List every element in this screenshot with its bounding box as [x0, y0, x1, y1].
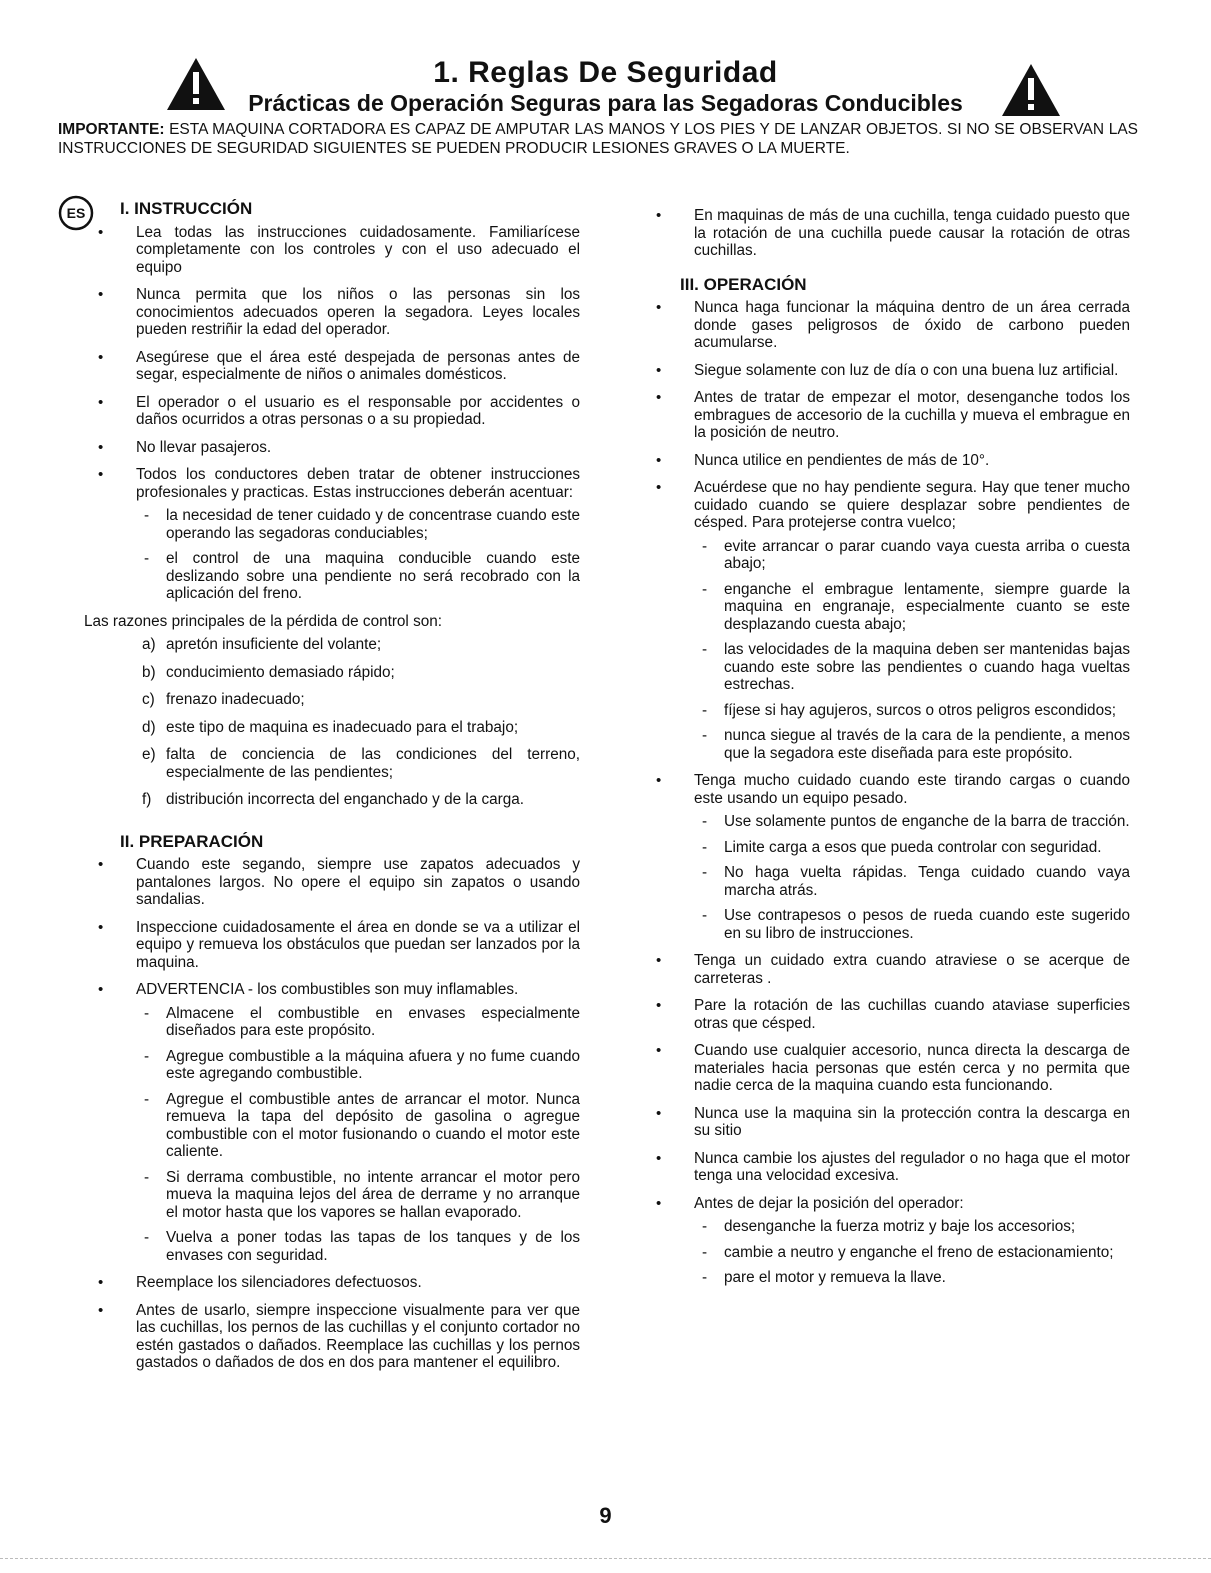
- reason-item: [96, 664, 580, 682]
- dash-mark: -: [702, 701, 708, 719]
- bullet-mark: •: [656, 772, 662, 789]
- bullet-mark: •: [656, 1149, 662, 1167]
- sub-list-item: [694, 1218, 1130, 1236]
- bullet-mark: •: [656, 361, 662, 379]
- bullet-mark: •: [656, 479, 662, 496]
- list-item: [654, 1105, 1130, 1140]
- reason-item: [96, 719, 580, 737]
- sub-list-item-text: Agregue combustible a la máquina afuera y no fume cuando este agregando combustible.: [166, 1047, 580, 1082]
- sub-list-item: [694, 813, 1130, 831]
- dash-mark: -: [702, 727, 708, 744]
- sub-list-item: [694, 727, 1130, 762]
- list-item: [654, 997, 1130, 1032]
- dash-mark: -: [702, 537, 708, 555]
- list-item-text: Cuando este segando, siempre use zapatos adecuados y pantalones largos. No opere el equipo sin zapatos o usando sandalias.: [136, 856, 580, 908]
- dash-mark: -: [702, 907, 708, 924]
- page-title: 1. Reglas De Seguridad: [433, 56, 778, 89]
- bullet-mark: •: [656, 207, 662, 224]
- sub-list-item: [694, 864, 1130, 899]
- page-subtitle: Prácticas de Operación Seguras para las Segadoras Conducibles: [248, 90, 963, 116]
- list-item: [654, 299, 1130, 352]
- list-item-text: Nunca utilice en pendientes de más de 10°.: [694, 451, 990, 469]
- important-lead: IMPORTANTE:: [58, 121, 165, 138]
- list-item: [654, 389, 1130, 442]
- bullet-mark: •: [98, 223, 104, 241]
- sub-list-item-text: Use solamente puntos de enganche de la barra de tracción.: [724, 813, 1130, 830]
- dash-mark: -: [702, 641, 708, 658]
- sub-list-item-text: Vuelva a poner todas las tapas de los tanques y de los envases con seguridad.: [166, 1229, 580, 1264]
- es-badge-label: ES: [66, 205, 86, 221]
- list-item: [96, 856, 580, 909]
- sub-list-item: [694, 641, 1130, 694]
- bullet-mark: •: [656, 389, 662, 406]
- sub-list-item: [694, 581, 1130, 634]
- list-item: [96, 349, 580, 384]
- list-item-text: Antes de dejar la posición del operador:: [694, 1194, 964, 1212]
- list-item-text: Tenga un cuidado extra cuando atraviese o se acerque de carreteras .: [694, 952, 1130, 987]
- list-item-text: Siegue solamente con luz de día o con una buena luz artificial.: [694, 361, 1119, 379]
- list-item: [96, 1302, 580, 1372]
- bullet-mark: •: [98, 393, 104, 411]
- sub-list-item-text: Almacene el combustible en envases especialmente diseñados para este propósito.: [166, 1004, 580, 1039]
- list-item-text: Cuando use cualquier accesorio, nunca directa la descarga de materiales hacia personas que estén cerca y no permita que nadie cerca de la maquina cuando esta funcionando.: [694, 1042, 1130, 1094]
- reason-item: [96, 791, 580, 809]
- slope-sublist: [694, 538, 1130, 763]
- sub-list-item-text: pare el motor y remueva la llave.: [724, 1269, 946, 1286]
- sub-list-item-text: No haga vuelta rápidas. Tenga cuidado cuando vaya marcha atrás.: [724, 864, 1130, 899]
- sub-list-item: [136, 507, 580, 542]
- section-title-instruccion: I. INSTRUCCIÓN: [120, 199, 253, 218]
- sub-list-item: [136, 1091, 580, 1161]
- list-item: [96, 919, 580, 972]
- section-title-preparacion: II. PREPARACIÓN: [120, 831, 264, 851]
- list-item: [654, 362, 1130, 380]
- list-item-text: Todos los conductores deben tratar de obtener instrucciones profesionales y practicas. Estas instrucciones deberán acentuar:: [136, 466, 580, 501]
- reason-text: distribución incorrecta del enganchado y de la carga.: [166, 791, 524, 808]
- dash-mark: -: [702, 580, 708, 598]
- dash-mark: -: [144, 1229, 150, 1246]
- reason-text: este tipo de maquina es inadecuado para el trabajo;: [166, 718, 519, 736]
- bullet-mark: •: [656, 997, 662, 1014]
- list-item: [654, 479, 1130, 762]
- reasons-list: [96, 636, 580, 809]
- sub-list-item: [136, 1229, 580, 1264]
- right-column: [654, 207, 1130, 1297]
- list-item-text: Reemplace los silenciadores defectuosos.: [136, 1274, 422, 1291]
- dash-mark: -: [702, 1243, 708, 1261]
- reason-mark: a): [142, 636, 156, 653]
- dash-mark: -: [144, 507, 150, 524]
- list-item-text: No llevar pasajeros.: [136, 438, 272, 456]
- list-item: [96, 1274, 580, 1292]
- reason-mark: e): [142, 746, 156, 763]
- left-column: [84, 199, 580, 1382]
- list-item: [96, 439, 580, 457]
- list-item: [96, 981, 580, 1264]
- bullet-mark: •: [98, 856, 104, 873]
- sub-list-item-text: la necesidad de tener cuidado y de concentrase cuando este operando las segadoras conduciables;: [166, 507, 580, 542]
- bullet-mark: •: [656, 299, 662, 316]
- important-warning: [58, 120, 1138, 158]
- list-item-text: ADVERTENCIA - los combustibles son muy inflamables.: [136, 981, 519, 998]
- load-sublist: [694, 813, 1130, 942]
- dash-mark: -: [144, 1090, 150, 1108]
- list-item: [654, 1042, 1130, 1095]
- reason-item: [96, 636, 580, 654]
- es-language-badge-icon: [58, 195, 94, 231]
- sub-list-item: [694, 1269, 1130, 1287]
- bullet-mark: •: [656, 1194, 662, 1212]
- dash-mark: -: [144, 1168, 150, 1186]
- operacion-list: [654, 299, 1130, 1287]
- sub-list-item-text: Agregue el combustible antes de arrancar el motor. Nunca remueva la tapa del depósito de gasolina o agregue combustible con el motor fusionando o cuando el motor este caliente.: [166, 1090, 580, 1160]
- fuel-sublist: [136, 1005, 580, 1265]
- reasons-intro: Las razones principales de la pérdida de control son:: [84, 612, 442, 630]
- dash-mark: -: [144, 1047, 150, 1065]
- bullet-mark: •: [98, 438, 104, 456]
- dash-mark: -: [144, 1004, 150, 1022]
- sub-list-item: [136, 1005, 580, 1040]
- list-item: [96, 394, 580, 429]
- dash-mark: -: [144, 550, 150, 567]
- list-item-text: Asegúrese que el área esté despejada de personas antes de segar, especialmente de niños o animales domésticos.: [136, 348, 580, 383]
- list-item-text: Antes de tratar de empezar el motor, desenganche todos los embragues de accesorio de la cuchilla y mueva el embrague en la posición de neutro.: [694, 389, 1130, 441]
- list-item: [96, 286, 580, 339]
- sub-list-item: [136, 1169, 580, 1222]
- bullet-mark: •: [98, 1274, 104, 1291]
- list-item-text: Nunca permita que los niños o las personas sin los conocimientos adecuados operen la segadora. Leyes locales pueden restriñir la edad del operador.: [136, 286, 580, 338]
- list-item-text: Inspeccione cuidadosamente el área en donde se va a utilizar el equipo y remueva los obstáculos que puedan ser lanzados por la maquina.: [136, 918, 580, 971]
- list-item-text: Pare la rotación de las cuchillas cuando ataviase superficies otras que césped.: [694, 997, 1130, 1032]
- instruccion-sublist: [136, 507, 580, 603]
- list-item-text: Tenga mucho cuidado cuando este tirando cargas o cuando este usando un equipo pesado.: [694, 772, 1130, 807]
- sub-list-item: [694, 907, 1130, 942]
- list-item-text: Nunca use la maquina sin la protección contra la descarga en su sitio: [694, 1104, 1130, 1139]
- reason-text: falta de conciencia de las condiciones del terreno, especialmente de las pendientes;: [166, 746, 580, 781]
- sub-list-item-text: nunca siegue al través de la cara de la pendiente, a menos que la segadora este diseñada para este propósito.: [724, 727, 1130, 762]
- sub-list-item: [694, 702, 1130, 720]
- reason-mark: b): [142, 663, 156, 681]
- reason-mark: c): [142, 691, 155, 708]
- dash-mark: -: [702, 864, 708, 881]
- dash-mark: -: [702, 813, 708, 830]
- section-title-operacion: III. OPERACIÓN: [680, 274, 807, 294]
- bullet-mark: •: [656, 451, 662, 469]
- reason-text: conducimiento demasiado rápido;: [166, 663, 395, 681]
- list-item-text: Acuérdese que no hay pendiente segura. Hay que tener mucho cuidado cuando se quiere desplazar sobre pendientes de césped. Para protejerse contra vuelco;: [694, 479, 1130, 531]
- list-item: [96, 224, 580, 277]
- reason-text: frenazo inadecuado;: [166, 691, 305, 708]
- list-item: [654, 952, 1130, 987]
- dash-mark: -: [702, 1218, 708, 1235]
- list-item-text: Lea todas las instrucciones cuidadosamente. Familiarícese completamente con los controles y con el uso adecuado el equipo: [136, 223, 580, 276]
- reason-item: [96, 691, 580, 709]
- reason-mark: d): [142, 718, 156, 736]
- list-item: [654, 772, 1130, 942]
- sub-list-item-text: Si derrama combustible, no intente arrancar el motor pero mueva la maquina lejos del área de derrame y no arranque el motor hasta que los vapores se hallan evaporado.: [166, 1168, 580, 1221]
- page-number: 9: [599, 1503, 612, 1528]
- reason-text: apretón insuficiente del volante;: [166, 636, 382, 653]
- list-item-text: En maquinas de más de una cuchilla, tenga cuidado puesto que la rotación de una cuchilla puede causar la rotación de otras cuchillas.: [694, 207, 1130, 259]
- list-item: [654, 1150, 1130, 1185]
- bullet-mark: •: [656, 1042, 662, 1059]
- reason-mark: f): [142, 791, 152, 808]
- list-item-text: Antes de usarlo, siempre inspeccione visualmente para ver que las cuchillas, los pernos de las cuchillas y el conjunto cortador no estén gastados o dañados. Reemplace las cuchillas y los pernos gastados o dañados de dos en dos para mantener el equilibro.: [136, 1301, 580, 1371]
- sub-list-item-text: fíjese si hay agujeros, surcos o otros peligros escondidos;: [724, 701, 1116, 719]
- bullet-mark: •: [98, 1301, 104, 1319]
- sub-list-item-text: evite arrancar o parar cuando vaya cuesta arriba o cuesta abajo;: [724, 537, 1130, 572]
- bullet-mark: •: [98, 466, 104, 483]
- sub-list-item: [694, 839, 1130, 857]
- list-item-text: El operador o el usuario es el responsable por accidentes o daños ocurridos a otras personas o a su propiedad.: [136, 393, 580, 428]
- dash-mark: -: [702, 1269, 708, 1286]
- sub-list-item: [136, 550, 580, 603]
- instruccion-list: [96, 224, 580, 603]
- bullet-mark: •: [656, 1104, 662, 1122]
- list-item: [654, 207, 1130, 260]
- dash-mark: -: [702, 838, 708, 856]
- list-item: [96, 466, 580, 603]
- preparacion-list: [96, 856, 580, 1372]
- list-item-text: Nunca cambie los ajustes del regulador o no haga que el motor tenga una velocidad excesiva.: [694, 1149, 1130, 1184]
- bottom-divider: [0, 1558, 1211, 1560]
- sub-list-item-text: desenganche la fuerza motriz y baje los accesorios;: [724, 1218, 1076, 1235]
- sub-list-item-text: enganche el embrague lentamente, siempre guarde la maquina en engranaje, especialmente cuanto se este desplazando cuesta abajo;: [724, 580, 1130, 633]
- list-item: [654, 1195, 1130, 1287]
- list-item: [654, 452, 1130, 470]
- bullet-mark: •: [98, 918, 104, 936]
- important-text: ESTA MAQUINA CORTADORA ES CAPAZ DE AMPUTAR LAS MANOS Y LOS PIES Y DE LANZAR OBJETOS. SI NO SE OBSERVAN LAS INSTRUCCIONES DE SEGURIDAD SIGUIENTES SE PUEDEN PRODUCIR LESIONES GRAVES O LA MUERTE.: [58, 121, 1138, 157]
- sub-list-item-text: cambie a neutro y enganche el freno de estacionamiento;: [724, 1243, 1114, 1261]
- reason-item: [96, 746, 580, 781]
- right-top-list: [654, 207, 1130, 260]
- list-item-text: Nunca haga funcionar la máquina dentro de un área cerrada donde gases peligrosos de óxido de carbono pueden acumularse.: [694, 299, 1130, 351]
- bullet-mark: •: [98, 348, 104, 366]
- bullet-mark: •: [98, 286, 104, 303]
- sub-list-item: [136, 1048, 580, 1083]
- leave-sublist: [694, 1218, 1130, 1287]
- sub-list-item: [694, 538, 1130, 573]
- sub-list-item-text: Limite carga a esos que pueda controlar con seguridad.: [724, 838, 1102, 856]
- sub-list-item: [694, 1244, 1130, 1262]
- sub-list-item-text: Use contrapesos o pesos de rueda cuando este sugerido en su libro de instrucciones.: [724, 907, 1130, 942]
- bullet-mark: •: [656, 952, 662, 969]
- sub-list-item-text: el control de una maquina conducible cuando este deslizando sobre una pendiente no será recobrado con la aplicación del freno.: [166, 550, 580, 602]
- sub-list-item-text: las velocidades de la maquina deben ser mantenidas bajas cuando este sobre las pendientes o cuando haga vueltas estrechas.: [724, 641, 1130, 693]
- bullet-mark: •: [98, 981, 104, 998]
